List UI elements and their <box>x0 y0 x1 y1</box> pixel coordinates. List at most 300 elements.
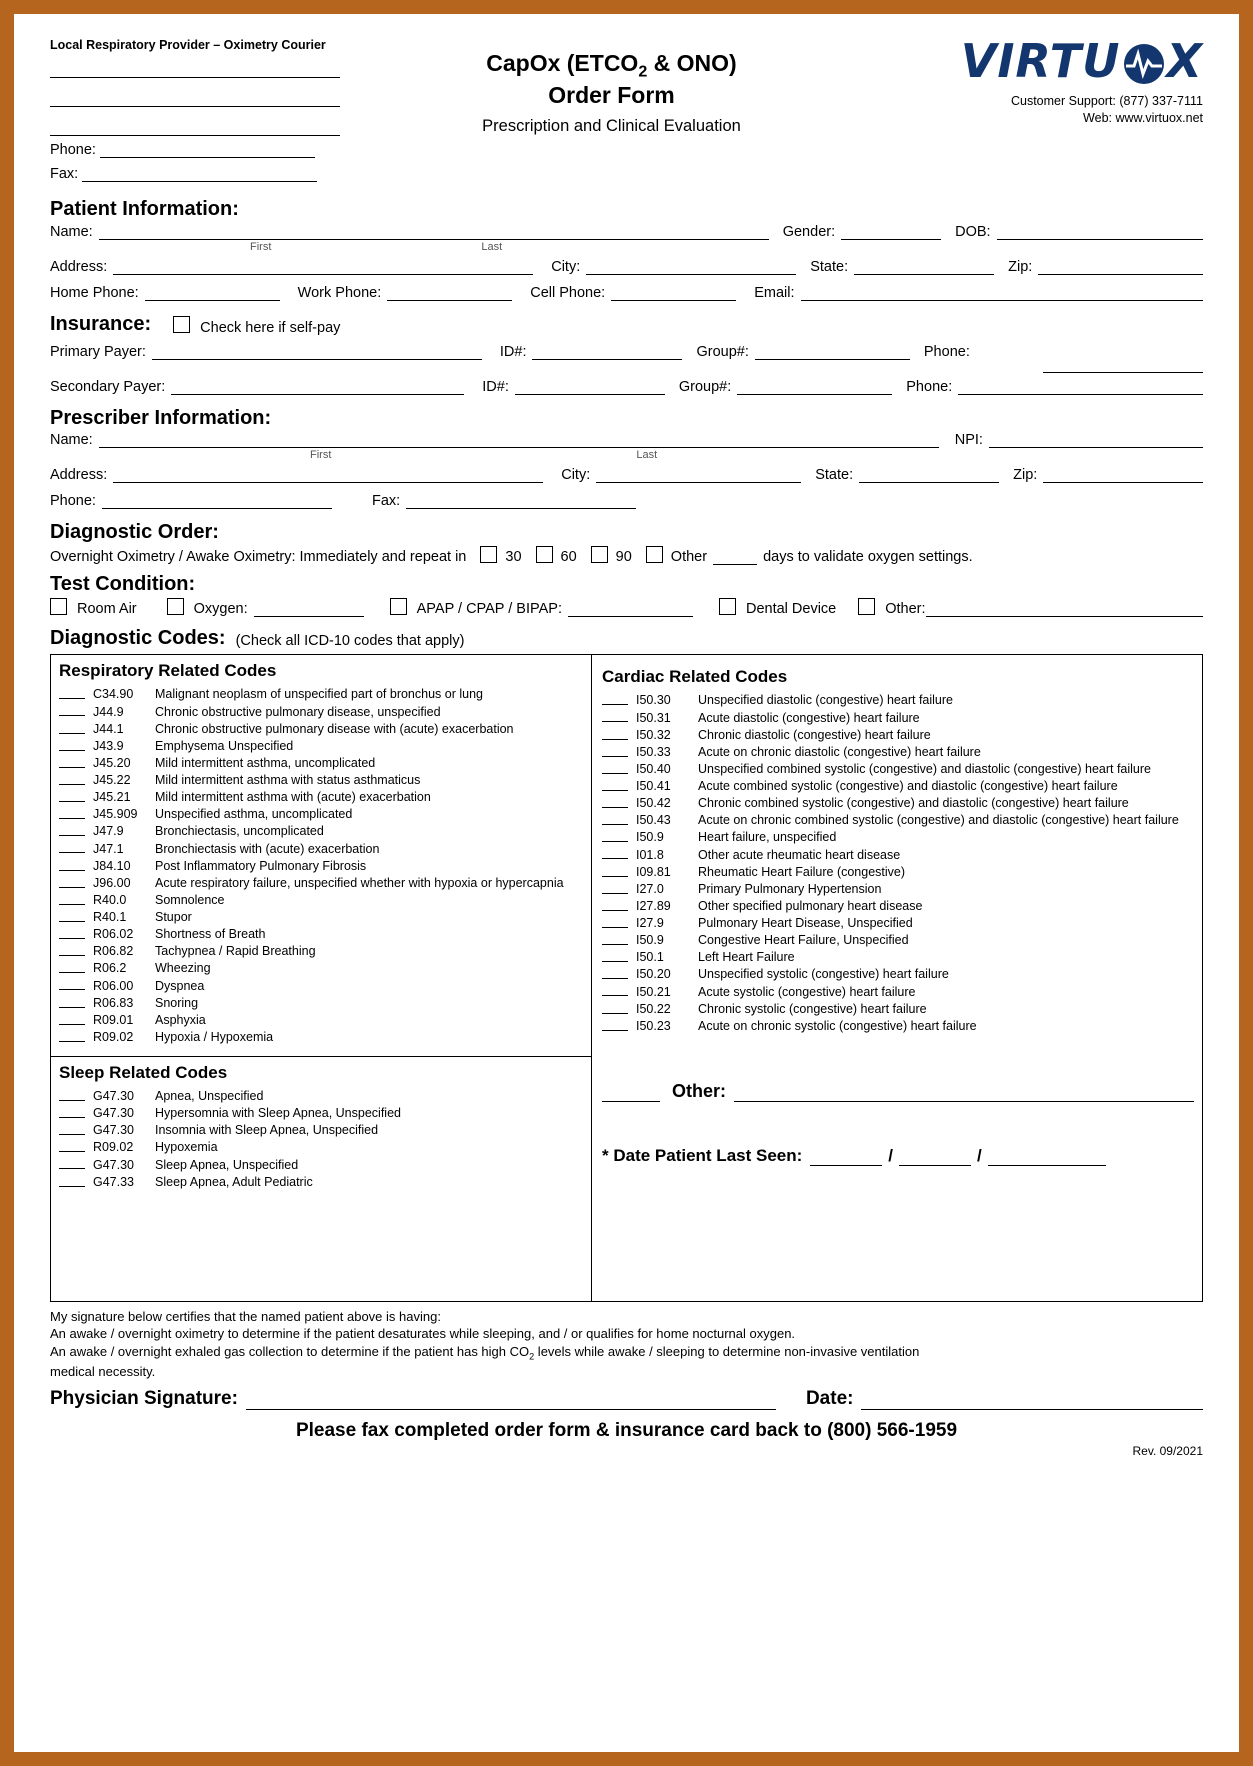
prescriber-zip-input[interactable] <box>1043 467 1203 483</box>
patient-state-input[interactable] <box>854 259 994 275</box>
cert-line-3b: levels while awake / sleeping to determine non-invasive ventilation <box>534 1343 920 1359</box>
pap-label: APAP / CPAP / BIPAP: <box>416 601 562 618</box>
code-row[interactable] <box>602 847 1194 864</box>
last-seen-day[interactable] <box>899 1147 971 1166</box>
code-checkbox-blank[interactable] <box>602 761 628 774</box>
other-code-blank[interactable] <box>602 1082 660 1102</box>
code-checkbox-blank[interactable] <box>59 875 85 888</box>
patient-address-label: Address: <box>50 258 108 275</box>
code-id: J47.9 <box>93 824 124 839</box>
code-row[interactable] <box>602 864 1194 881</box>
code-desc: Insomnia with Sleep Apnea, Unspecified <box>155 1123 379 1138</box>
code-checkbox-blank[interactable] <box>602 1001 628 1014</box>
code-checkbox-blank[interactable] <box>602 984 628 997</box>
code-checkbox-blank[interactable] <box>59 995 85 1008</box>
diagnostic-codes-box <box>50 654 1203 1301</box>
code-desc: Mild intermittent asthma, uncomplicated <box>155 755 376 770</box>
code-id: I50.42 <box>636 796 671 811</box>
code-id: G47.30 <box>93 1157 135 1172</box>
repeat-90-label: 90 <box>615 549 632 566</box>
code-row[interactable] <box>51 1139 591 1156</box>
code-row[interactable] <box>51 686 591 703</box>
code-checkbox-blank[interactable] <box>602 744 628 757</box>
code-checkbox-blank[interactable] <box>59 943 85 956</box>
self-pay-label: Check here if self-pay <box>200 320 341 337</box>
code-row[interactable] <box>51 960 591 977</box>
code-row[interactable] <box>602 778 1194 795</box>
code-checkbox-blank[interactable] <box>59 858 85 871</box>
code-row[interactable] <box>602 932 1194 949</box>
provider-label: Local Respiratory Provider – Oximetry Courier <box>50 38 326 52</box>
codes-left-column <box>51 655 592 1300</box>
patient-dob-input[interactable] <box>997 223 1203 239</box>
cert-line-3a: An awake / overnight exhaled gas collection to determine if the patient has high CO <box>50 1343 530 1359</box>
code-checkbox-blank[interactable] <box>59 926 85 939</box>
code-id: I50.41 <box>636 779 671 794</box>
repeat-other-label: Other <box>670 549 708 566</box>
patient-city-input[interactable] <box>586 259 796 275</box>
prescriber-last-label: Last <box>636 448 658 461</box>
sleep-codes-list <box>51 1088 591 1301</box>
certification-block <box>50 1308 1203 1381</box>
primary-payer-label: Primary Payer: <box>50 344 146 361</box>
code-row[interactable] <box>602 727 1194 744</box>
code-id: G47.30 <box>93 1106 135 1121</box>
last-seen-label: * Date Patient Last Seen: <box>602 1145 803 1165</box>
code-desc: Rheumatic Heart Failure (congestive) <box>698 864 906 879</box>
code-row[interactable] <box>602 812 1194 829</box>
code-checkbox-blank[interactable] <box>602 915 628 928</box>
code-checkbox-blank[interactable] <box>59 1157 85 1170</box>
cert-line-3-sub: 2 <box>529 1351 535 1362</box>
pulse-wave-icon <box>1121 41 1167 87</box>
code-desc: Acute on chronic diastolic (congestive) heart failure <box>698 744 981 759</box>
room-air-label: Room Air <box>77 601 137 618</box>
code-checkbox-blank[interactable] <box>602 795 628 808</box>
cert-line-2: An awake / overnight oximetry to determine if the patient desaturates while sleeping, and / or qualifies for home nocturnal oxygen. <box>50 1326 796 1342</box>
code-row[interactable] <box>602 761 1194 778</box>
code-desc: Mild intermittent asthma with status asthmaticus <box>155 773 421 788</box>
code-checkbox-blank[interactable] <box>602 710 628 723</box>
cert-line-1: My signature below certifies that the named patient above is having: <box>50 1308 441 1324</box>
code-id: G47.30 <box>93 1123 135 1138</box>
oxygen-checkbox[interactable] <box>167 598 184 615</box>
code-desc: Asphyxia <box>155 1012 206 1027</box>
provider-fax-input[interactable] <box>82 166 317 182</box>
code-id: R09.01 <box>93 1012 134 1027</box>
prescriber-name-label: Name: <box>50 431 93 448</box>
primary-phone-label: Phone: <box>923 344 970 361</box>
repeat-other-input[interactable] <box>713 549 757 565</box>
patient-address-input[interactable] <box>113 259 533 275</box>
code-desc: Hypersomnia with Sleep Apnea, Unspecified <box>155 1106 401 1121</box>
patient-state-label: State: <box>810 258 849 275</box>
prescriber-phone-label: Phone: <box>50 493 96 510</box>
code-row[interactable] <box>602 984 1194 1001</box>
fax-instruction: Please fax completed order form & insurance card back to (800) 566-1959 <box>295 1420 958 1442</box>
code-row[interactable] <box>51 806 591 823</box>
code-desc: Bronchiectasis, uncomplicated <box>155 824 324 839</box>
code-desc: Acute on chronic combined systolic (congestive) and diastolic (congestive) heart failure <box>698 813 1179 828</box>
code-checkbox-blank[interactable] <box>59 806 85 819</box>
form-header <box>50 34 1203 183</box>
code-desc: Sleep Apnea, Unspecified <box>155 1157 299 1172</box>
code-id: J45.22 <box>93 773 131 788</box>
code-row[interactable] <box>51 858 591 875</box>
logo-text-x: X <box>1166 34 1203 88</box>
code-desc: Shortness of Breath <box>155 927 266 942</box>
primary-group-input[interactable] <box>755 344 910 360</box>
form-title-sub: 2 <box>638 62 648 81</box>
code-row[interactable] <box>51 841 591 858</box>
code-id: I50.9 <box>636 933 664 948</box>
code-row[interactable] <box>51 1088 591 1105</box>
secondary-group-input[interactable] <box>737 379 892 395</box>
code-desc: Congestive Heart Failure, Unspecified <box>698 933 909 948</box>
code-row[interactable] <box>602 692 1194 709</box>
code-desc: Other specified pulmonary heart disease <box>698 898 923 913</box>
form-title-part1: CapOx (ETCO <box>486 50 639 76</box>
code-desc: Other acute rheumatic heart disease <box>698 847 901 862</box>
code-row[interactable] <box>51 1122 591 1139</box>
prescriber-npi-input[interactable] <box>989 432 1203 448</box>
code-desc: Stupor <box>155 910 192 925</box>
code-id: I50.22 <box>636 1001 671 1016</box>
code-row[interactable] <box>51 721 591 738</box>
repeat-90-checkbox[interactable] <box>591 546 608 563</box>
code-checkbox-blank[interactable] <box>602 898 628 911</box>
code-row[interactable] <box>51 909 591 926</box>
code-row[interactable] <box>51 738 591 755</box>
prescriber-fax-input[interactable] <box>406 493 636 509</box>
code-desc: Dyspnea <box>155 978 205 993</box>
code-desc: Hypoxemia <box>155 1140 218 1155</box>
code-id: J44.9 <box>93 704 124 719</box>
code-id: J45.21 <box>93 790 131 805</box>
virtuox-logo <box>843 34 1203 88</box>
code-desc: Post Inflammatory Pulmonary Fibrosis <box>155 858 367 873</box>
code-checkbox-blank[interactable] <box>59 721 85 734</box>
code-row[interactable] <box>51 704 591 721</box>
code-desc: Acute diastolic (congestive) heart failure <box>698 710 920 725</box>
code-desc: Chronic combined systolic (congestive) and diastolic (congestive) heart failure <box>698 796 1129 811</box>
website: Web: www.virtuox.net <box>1083 111 1203 125</box>
repeat-30-checkbox[interactable] <box>480 546 497 563</box>
code-id: R40.1 <box>93 910 127 925</box>
repeat-30-label: 30 <box>505 549 522 566</box>
code-id: C34.90 <box>93 687 134 702</box>
code-id: J45.20 <box>93 755 131 770</box>
code-id: I50.21 <box>636 984 671 999</box>
pap-checkbox[interactable] <box>390 598 407 615</box>
code-row[interactable] <box>51 1174 591 1191</box>
code-id: R06.00 <box>93 978 134 993</box>
last-seen-row[interactable] <box>602 1146 1194 1166</box>
code-row[interactable] <box>602 881 1194 898</box>
secondary-id-input[interactable] <box>515 379 665 395</box>
code-id: G47.30 <box>93 1089 135 1104</box>
code-checkbox-blank[interactable] <box>59 909 85 922</box>
code-checkbox-blank[interactable] <box>602 847 628 860</box>
dental-device-checkbox[interactable] <box>719 598 736 615</box>
patient-work-phone-label: Work Phone: <box>297 285 382 302</box>
prescriber-npi-label: NPI: <box>954 431 983 448</box>
code-desc: Snoring <box>155 995 199 1010</box>
patient-home-phone-label: Home Phone: <box>50 285 139 302</box>
code-id: I50.43 <box>636 813 671 828</box>
code-checkbox-blank[interactable] <box>59 686 85 699</box>
code-checkbox-blank[interactable] <box>602 829 628 842</box>
title-block <box>380 38 843 182</box>
test-other-label: Other: <box>885 601 926 618</box>
repeat-other-checkbox[interactable] <box>646 546 663 563</box>
patient-cell-phone-input[interactable] <box>611 285 736 301</box>
form-title <box>380 50 843 109</box>
cardiac-codes-heading: Cardiac Related Codes <box>602 667 788 687</box>
diagnostic-order-text: Overnight Oximetry / Awake Oximetry: Immediately and repeat in <box>50 549 467 566</box>
code-id: I50.32 <box>636 727 671 742</box>
cert-line-4: medical necessity. <box>50 1363 156 1379</box>
self-pay-checkbox[interactable] <box>173 316 190 333</box>
code-id: R06.82 <box>93 944 134 959</box>
code-checkbox-blank[interactable] <box>602 966 628 979</box>
code-checkbox-blank[interactable] <box>602 1018 628 1031</box>
code-checkbox-blank[interactable] <box>602 881 628 894</box>
code-row[interactable] <box>602 795 1194 812</box>
patient-cell-phone-label: Cell Phone: <box>530 285 606 302</box>
code-checkbox-blank[interactable] <box>59 960 85 973</box>
patient-work-phone-input[interactable] <box>387 285 512 301</box>
physician-signature-input[interactable] <box>246 1394 776 1410</box>
code-row[interactable] <box>602 898 1194 915</box>
code-desc: Chronic diastolic (congestive) heart failure <box>698 727 931 742</box>
codes-right-column <box>592 655 1202 1300</box>
sleep-codes-heading: Sleep Related Codes <box>59 1063 228 1083</box>
signature-date-input[interactable] <box>861 1394 1203 1410</box>
brand-block <box>843 34 1203 182</box>
code-checkbox-blank[interactable] <box>59 892 85 905</box>
code-row[interactable] <box>51 823 591 840</box>
patient-name-label: Name: <box>50 223 93 240</box>
code-row[interactable] <box>51 892 591 909</box>
code-id: G47.33 <box>93 1174 135 1189</box>
diagnostic-codes-heading: Diagnostic Codes: <box>50 627 226 650</box>
code-checkbox-blank[interactable] <box>59 1029 85 1042</box>
code-row[interactable] <box>602 829 1194 846</box>
code-id: I50.23 <box>636 1018 671 1033</box>
code-checkbox-blank[interactable] <box>602 778 628 791</box>
code-desc: Acute on chronic systolic (congestive) heart failure <box>698 1018 977 1033</box>
code-id: I27.9 <box>636 916 664 931</box>
primary-group-label: Group#: <box>696 344 749 361</box>
code-row[interactable] <box>51 789 591 806</box>
other-code-input[interactable] <box>734 1082 1194 1102</box>
code-checkbox-blank[interactable] <box>59 1088 85 1101</box>
code-id: I09.81 <box>636 864 671 879</box>
code-id: I01.8 <box>636 847 664 862</box>
patient-name-input[interactable] <box>99 223 769 239</box>
code-row[interactable] <box>51 1157 591 1174</box>
code-row[interactable] <box>602 1001 1194 1018</box>
patient-zip-input[interactable] <box>1038 259 1203 275</box>
prescriber-phone-input[interactable] <box>102 493 332 509</box>
prescriber-fax-label: Fax: <box>371 493 401 510</box>
room-air-checkbox[interactable] <box>50 598 67 615</box>
patient-city-label: City: <box>551 258 581 275</box>
code-desc: Acute systolic (congestive) heart failure <box>698 984 916 999</box>
primary-payer-input[interactable] <box>152 344 482 360</box>
provider-fax-label: Fax: <box>50 166 79 183</box>
code-id: I50.1 <box>636 950 664 965</box>
prescriber-state-input[interactable] <box>859 467 999 483</box>
code-checkbox-blank[interactable] <box>59 1105 85 1118</box>
code-id: I27.0 <box>636 881 664 896</box>
code-checkbox-blank[interactable] <box>59 1174 85 1187</box>
code-checkbox-blank[interactable] <box>59 738 85 751</box>
code-checkbox-blank[interactable] <box>59 823 85 836</box>
code-desc: Tachypnea / Rapid Breathing <box>155 944 316 959</box>
diagnostic-codes-note: (Check all ICD-10 codes that apply) <box>235 633 465 650</box>
code-row[interactable] <box>602 1018 1194 1035</box>
code-desc: Acute combined systolic (congestive) and diastolic (congestive) heart failure <box>698 779 1118 794</box>
provider-phone-input[interactable] <box>100 142 315 158</box>
oxygen-input[interactable] <box>254 601 364 617</box>
form-body <box>28 24 1225 1742</box>
dental-device-label: Dental Device <box>745 601 837 618</box>
form-title-part2: & ONO) <box>647 50 737 76</box>
form-title-line2: Order Form <box>548 81 675 108</box>
code-id: R09.02 <box>93 1029 134 1044</box>
code-desc: Unspecified asthma, uncomplicated <box>155 807 353 822</box>
code-checkbox-blank[interactable] <box>59 772 85 785</box>
repeat-60-checkbox[interactable] <box>536 546 553 563</box>
code-row[interactable] <box>51 1012 591 1029</box>
code-row[interactable] <box>51 1029 591 1056</box>
prescriber-address-label: Address: <box>50 467 108 484</box>
code-checkbox-blank[interactable] <box>602 692 628 705</box>
code-row[interactable] <box>51 875 591 892</box>
code-row[interactable] <box>51 772 591 789</box>
respiratory-codes-heading: Respiratory Related Codes <box>59 661 277 681</box>
code-id: R06.2 <box>93 961 127 976</box>
code-row[interactable] <box>51 1105 591 1122</box>
code-id: J47.1 <box>93 841 124 856</box>
oxygen-label: Oxygen: <box>193 601 248 618</box>
code-checkbox-blank[interactable] <box>602 932 628 945</box>
code-id: J43.9 <box>93 738 124 753</box>
patient-email-label: Email: <box>754 285 795 302</box>
code-desc: Somnolence <box>155 892 225 907</box>
code-id: I50.40 <box>636 761 671 776</box>
last-seen-month[interactable] <box>810 1147 882 1166</box>
prescriber-state-label: State: <box>815 467 854 484</box>
secondary-payer-input[interactable] <box>171 379 464 395</box>
revision-label: Rev. 09/2021 <box>1132 1444 1203 1459</box>
code-checkbox-blank[interactable] <box>59 1122 85 1135</box>
code-checkbox-blank[interactable] <box>59 704 85 717</box>
prescriber-city-input[interactable] <box>596 467 801 483</box>
code-checkbox-blank[interactable] <box>59 755 85 768</box>
diagnostic-order-text-after: days to validate oxygen settings. <box>763 549 973 566</box>
code-row[interactable] <box>602 710 1194 727</box>
code-desc: Heart failure, unspecified <box>698 830 837 845</box>
patient-zip-label: Zip: <box>1008 258 1033 275</box>
code-row[interactable] <box>602 949 1194 966</box>
code-desc: Acute respiratory failure, unspecified whether with hypoxia or hypercapnia <box>155 875 564 890</box>
code-checkbox-blank[interactable] <box>602 864 628 877</box>
date-slash-1: / <box>888 1145 894 1165</box>
provider-line-3[interactable] <box>50 117 340 136</box>
prescriber-address-input[interactable] <box>113 467 543 483</box>
code-row[interactable] <box>602 744 1194 761</box>
code-desc: Chronic obstructive pulmonary disease with (acute) exacerbation <box>155 721 514 736</box>
code-checkbox-blank[interactable] <box>59 1139 85 1152</box>
code-desc: Unspecified systolic (congestive) heart failure <box>698 967 949 982</box>
code-checkbox-blank[interactable] <box>59 789 85 802</box>
patient-home-phone-input[interactable] <box>145 285 280 301</box>
patient-last-label: Last <box>481 240 503 253</box>
code-id: J96.00 <box>93 875 131 890</box>
pap-input[interactable] <box>568 601 693 617</box>
prescriber-name-input[interactable] <box>99 432 939 448</box>
patient-first-label: First <box>250 240 272 253</box>
code-desc: Malignant neoplasm of unspecified part of bronchus or lung <box>155 687 483 702</box>
code-desc: Apnea, Unspecified <box>155 1089 264 1104</box>
code-row[interactable] <box>51 995 591 1012</box>
patient-email-input[interactable] <box>801 285 1204 301</box>
secondary-phone-input[interactable] <box>958 379 1203 395</box>
prescriber-city-label: City: <box>561 467 591 484</box>
code-row[interactable] <box>602 966 1194 983</box>
customer-support: Customer Support: (877) 337-7111 <box>1010 94 1203 108</box>
code-checkbox-blank[interactable] <box>59 978 85 991</box>
test-other-checkbox[interactable] <box>858 598 875 615</box>
other-code-row[interactable] <box>602 1081 1194 1102</box>
code-row[interactable] <box>602 915 1194 932</box>
code-row[interactable] <box>51 943 591 960</box>
secondary-phone-label: Phone: <box>906 378 953 395</box>
patient-gender-label: Gender: <box>782 223 836 240</box>
provider-line-1[interactable] <box>50 59 340 78</box>
code-id: I27.89 <box>636 898 671 913</box>
other-code-label: Other: <box>672 1080 726 1101</box>
patient-gender-input[interactable] <box>841 223 941 239</box>
cardiac-codes-list <box>602 692 1194 1035</box>
code-desc: Chronic obstructive pulmonary disease, unspecified <box>155 704 441 719</box>
provider-phone-label: Phone: <box>50 142 96 159</box>
code-id: J84.10 <box>93 858 131 873</box>
code-row[interactable] <box>51 926 591 943</box>
insurance-heading: Insurance: <box>50 313 152 336</box>
code-checkbox-blank[interactable] <box>602 812 628 825</box>
code-row[interactable] <box>51 978 591 995</box>
code-desc: Mild intermittent asthma with (acute) exacerbation <box>155 790 431 805</box>
last-seen-year[interactable] <box>988 1147 1106 1166</box>
code-desc: Hypoxia / Hypoxemia <box>155 1029 274 1044</box>
code-id: R40.0 <box>93 892 127 907</box>
code-row[interactable] <box>51 755 591 772</box>
code-checkbox-blank[interactable] <box>602 727 628 740</box>
codes-divider <box>51 1056 591 1057</box>
provider-line-2[interactable] <box>50 88 340 107</box>
code-checkbox-blank[interactable] <box>59 841 85 854</box>
code-checkbox-blank[interactable] <box>59 1012 85 1025</box>
primary-phone-input[interactable] <box>1043 356 1203 372</box>
code-checkbox-blank[interactable] <box>602 949 628 962</box>
code-desc: Pulmonary Heart Disease, Unspecified <box>698 916 913 931</box>
test-other-input[interactable] <box>926 601 1203 617</box>
primary-id-input[interactable] <box>532 344 682 360</box>
